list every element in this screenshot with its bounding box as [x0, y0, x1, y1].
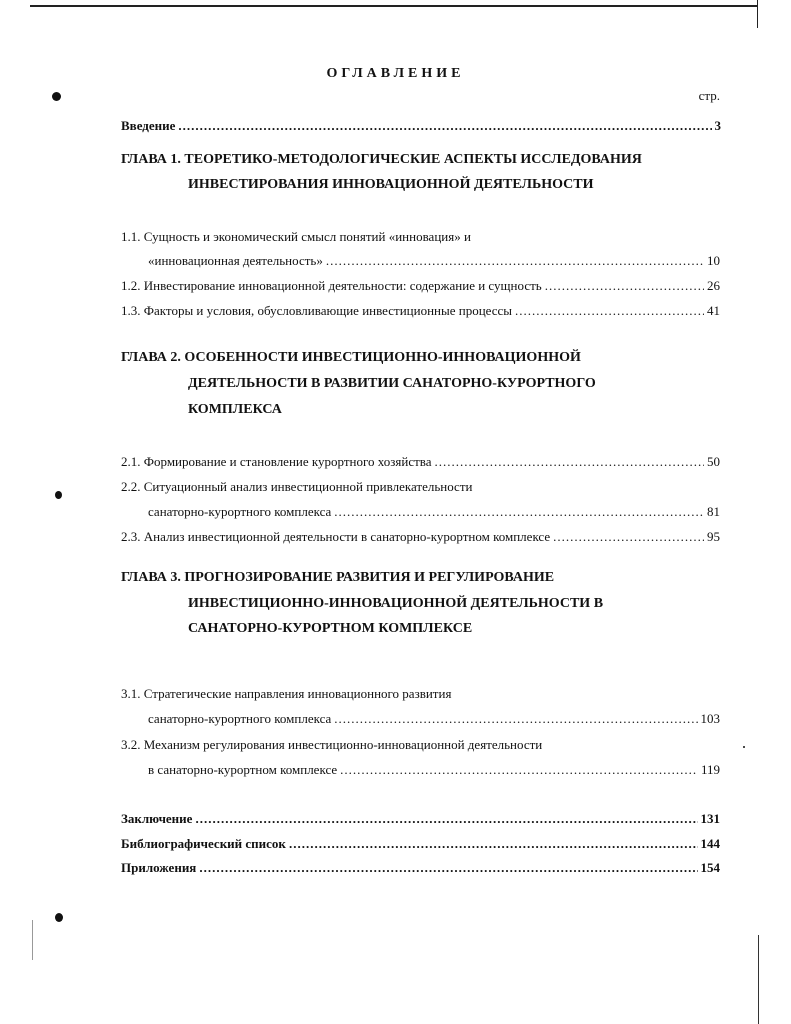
toc-entry-1-1-cont[interactable] — [148, 253, 720, 269]
leader-dots — [553, 529, 704, 545]
scan-edge-right-bottom — [758, 935, 759, 1024]
chapter-2-heading-cont: КОМПЛЕКСА — [188, 402, 282, 417]
scan-speck — [743, 746, 745, 748]
leader-dots — [515, 303, 704, 319]
toc-entry-label: Приложения — [121, 860, 197, 875]
scan-edge-right — [757, 0, 758, 28]
leader-dots — [340, 762, 698, 778]
toc-entry-2-3[interactable] — [121, 529, 720, 545]
toc-entry-label: в санаторно-курортном комплексе — [148, 762, 338, 777]
leader-dots — [545, 278, 704, 294]
page-column-label: стр. — [698, 88, 720, 103]
toc-entry-label: Библиографический список — [121, 836, 286, 851]
toc-entry-2-1[interactable] — [121, 454, 720, 470]
chapter-3-heading-cont: САНАТОРНО-КУРОРТНОМ КОМПЛЕКСЕ — [188, 621, 473, 636]
toc-entry-2-2-cont[interactable] — [148, 504, 720, 520]
toc-entry-2-2[interactable]: 2.2. Ситуационный анализ инвестиционной привлекательности — [121, 479, 473, 494]
chapter-2-heading-cont: ДЕЯТЕЛЬНОСТИ В РАЗВИТИИ САНАТОРНО-КУРОРТНОГО — [188, 376, 596, 391]
scan-edge-top — [30, 5, 758, 7]
toc-entry-3-2-cont[interactable] — [148, 762, 720, 778]
toc-entry-page: 50 — [707, 454, 720, 469]
toc-entry-label: Введение — [121, 118, 176, 133]
toc-entry-label: 2.3. Анализ инвестиционной деятельности в санаторно-курортном комплексе — [121, 529, 551, 544]
toc-entry-page: 10 — [707, 253, 720, 268]
leader-dots — [289, 836, 698, 852]
chapter-1-heading[interactable]: ГЛАВА 1. ТЕОРЕТИКО-МЕТОДОЛОГИЧЕСКИЕ АСПЕКТЫ ИССЛЕДОВАНИЯ — [121, 152, 642, 167]
toc-entry-page: 131 — [700, 811, 720, 826]
toc-entry-bibliography[interactable] — [121, 836, 720, 852]
toc-entry-1-2[interactable] — [121, 278, 720, 294]
toc-entry-page: 81 — [707, 504, 720, 519]
toc-title: ОГЛАВЛЕНИЕ — [326, 66, 465, 81]
toc-entry-intro[interactable] — [121, 118, 721, 134]
leader-dots — [199, 860, 697, 876]
toc-entry-label: 1.3. Факторы и условия, обусловливающие инвестиционные процессы — [121, 303, 513, 318]
leader-dots — [435, 454, 704, 470]
leader-dots — [334, 711, 697, 727]
toc-entry-1-1[interactable]: 1.1. Сущность и экономический смысл понятий «инновация» и — [121, 229, 471, 244]
leader-dots — [334, 504, 704, 520]
toc-entry-label: санаторно-курортного комплекса — [148, 504, 332, 519]
leader-dots — [326, 253, 704, 269]
toc-entry-page: 103 — [700, 711, 720, 726]
toc-entry-1-3[interactable] — [121, 303, 720, 319]
toc-entry-label: «инновационная деятельность» — [148, 253, 323, 268]
toc-entry-label: 2.1. Формирование и становление курортного хозяйства — [121, 454, 432, 469]
toc-entry-3-1[interactable]: 3.1. Стратегические направления инновационного развития — [121, 686, 452, 701]
toc-entry-page: 41 — [707, 303, 720, 318]
toc-entry-label: 1.2. Инвестирование инновационной деятельности: содержание и сущность — [121, 278, 542, 293]
chapter-2-heading[interactable]: ГЛАВА 2. ОСОБЕННОСТИ ИНВЕСТИЦИОННО-ИННОВАЦИОННОЙ — [121, 350, 581, 365]
chapter-3-heading[interactable]: ГЛАВА 3. ПРОГНОЗИРОВАНИЕ РАЗВИТИЯ И РЕГУЛИРОВАНИЕ — [121, 570, 555, 585]
toc-entry-page: 3 — [714, 118, 721, 133]
toc-entry-3-1-cont[interactable] — [148, 711, 720, 727]
toc-entry-page: 26 — [707, 278, 720, 293]
toc-entry-3-2[interactable]: 3.2. Механизм регулирования инвестиционно-инновационной деятельности — [121, 737, 543, 752]
scan-speck — [55, 913, 63, 922]
scan-edge-left — [32, 920, 33, 960]
toc-entry-conclusion[interactable] — [121, 811, 720, 827]
toc-entry-appendices[interactable] — [121, 860, 720, 876]
toc-entry-page: 95 — [707, 529, 720, 544]
toc-entry-page: 154 — [700, 860, 720, 875]
leader-dots — [195, 811, 697, 827]
leader-dots — [178, 118, 711, 134]
toc-entry-label: Заключение — [121, 811, 193, 826]
toc-entry-page: 119 — [700, 762, 720, 777]
chapter-3-heading-cont: ИНВЕСТИЦИОННО-ИННОВАЦИОННОЙ ДЕЯТЕЛЬНОСТИ В — [188, 596, 604, 611]
scan-speck — [55, 491, 62, 499]
chapter-1-heading-cont: ИНВЕСТИРОВАНИЯ ИННОВАЦИОННОЙ ДЕЯТЕЛЬНОСТИ — [188, 177, 594, 192]
scan-speck — [52, 92, 61, 101]
toc-entry-page: 144 — [700, 836, 720, 851]
toc-entry-label: санаторно-курортного комплекса — [148, 711, 332, 726]
